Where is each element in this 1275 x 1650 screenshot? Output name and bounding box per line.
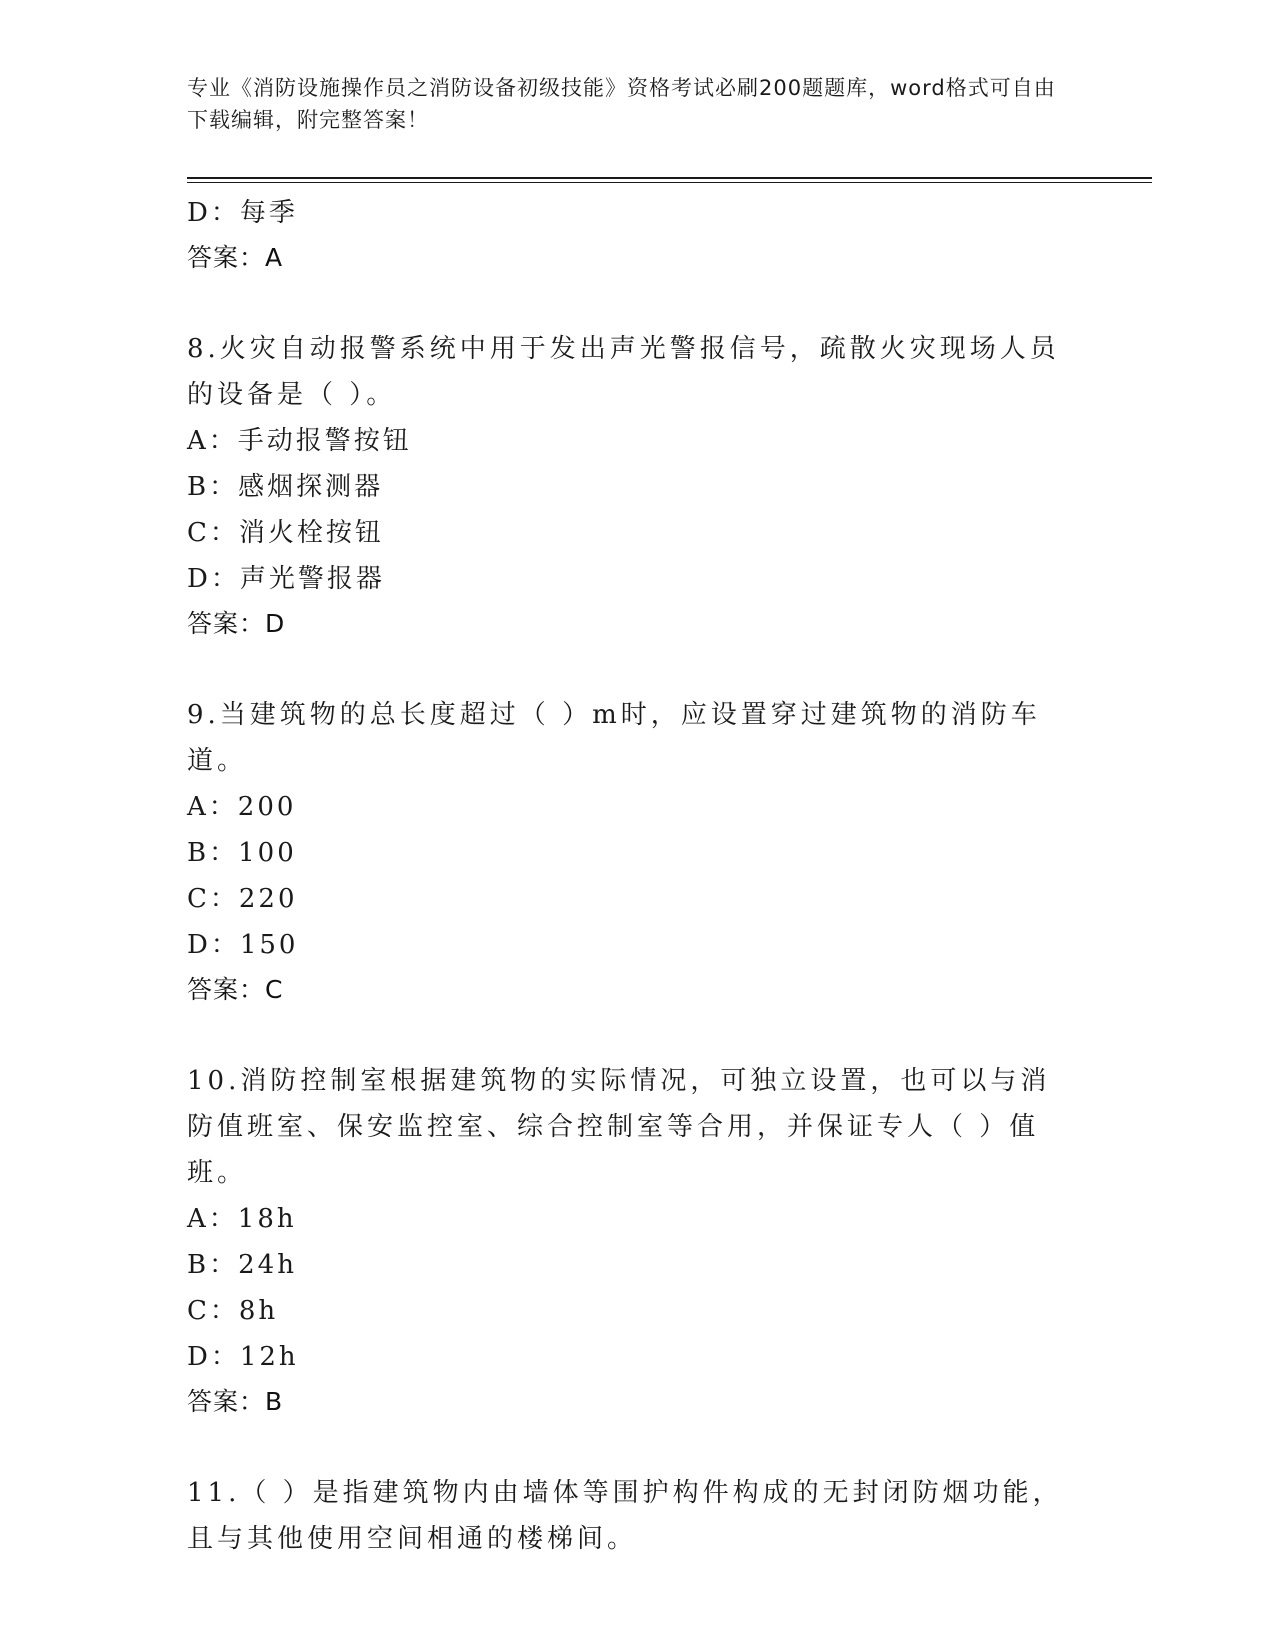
- spacer: [187, 646, 1067, 692]
- question-11-stem: 11.（ ）是指建筑物内由墙体等围护构件构成的无封闭防烟功能，且与其他使用空间相通的楼梯间。: [187, 1478, 1063, 1554]
- header-divider-thick: [187, 177, 1152, 179]
- question-9-option-a: A：200: [187, 792, 297, 822]
- question-8-stem: 8.火灾自动报警系统中用于发出声光警报信号，疏散火灾现场人员的设备是（ ）。: [187, 334, 1060, 410]
- question-8-answer: 答案：D: [187, 609, 286, 638]
- question-10-option-a: A：18h: [187, 1204, 297, 1234]
- question-8-option-d: D：声光警报器: [187, 564, 385, 594]
- spacer: [187, 1424, 1067, 1470]
- spacer: [187, 1012, 1067, 1058]
- question-10-option-d: D：12h: [187, 1342, 299, 1372]
- question-9-answer: 答案：C: [187, 975, 284, 1004]
- option-d-continued: D：每季: [187, 198, 298, 228]
- question-9-option-c: C：220: [187, 884, 298, 914]
- question-list: [187, 190, 1067, 1562]
- document-header: 专业《消防设施操作员之消防设备初级技能》资格考试必刷200题题库，word格式可自由下载编辑，附完整答案！: [187, 76, 1056, 132]
- question-10-option-c: C：8h: [187, 1296, 279, 1326]
- question-9-stem: 9.当建筑物的总长度超过（ ）m时，应设置穿过建筑物的消防车道。: [187, 700, 1041, 776]
- question-8-option-c: C：消火栓按钮: [187, 518, 384, 548]
- header-divider-thin: [187, 182, 1152, 183]
- question-10-answer: 答案：B: [187, 1387, 284, 1416]
- question-8-option-a: A：手动报警按钮: [187, 426, 412, 456]
- question-8-option-b: B：感烟探测器: [187, 472, 384, 502]
- question-9-option-d: D：150: [187, 930, 299, 960]
- question-9-option-b: B：100: [187, 838, 297, 868]
- question-10-stem: 10.消防控制室根据建筑物的实际情况，可独立设置，也可以与消防值班室、保安监控室、综合控制室等合用，并保证专人（ ）值班。: [187, 1066, 1051, 1188]
- question-10-option-b: B：24h: [187, 1250, 297, 1280]
- answer-continued: 答案：A: [187, 243, 284, 272]
- spacer: [187, 280, 1067, 326]
